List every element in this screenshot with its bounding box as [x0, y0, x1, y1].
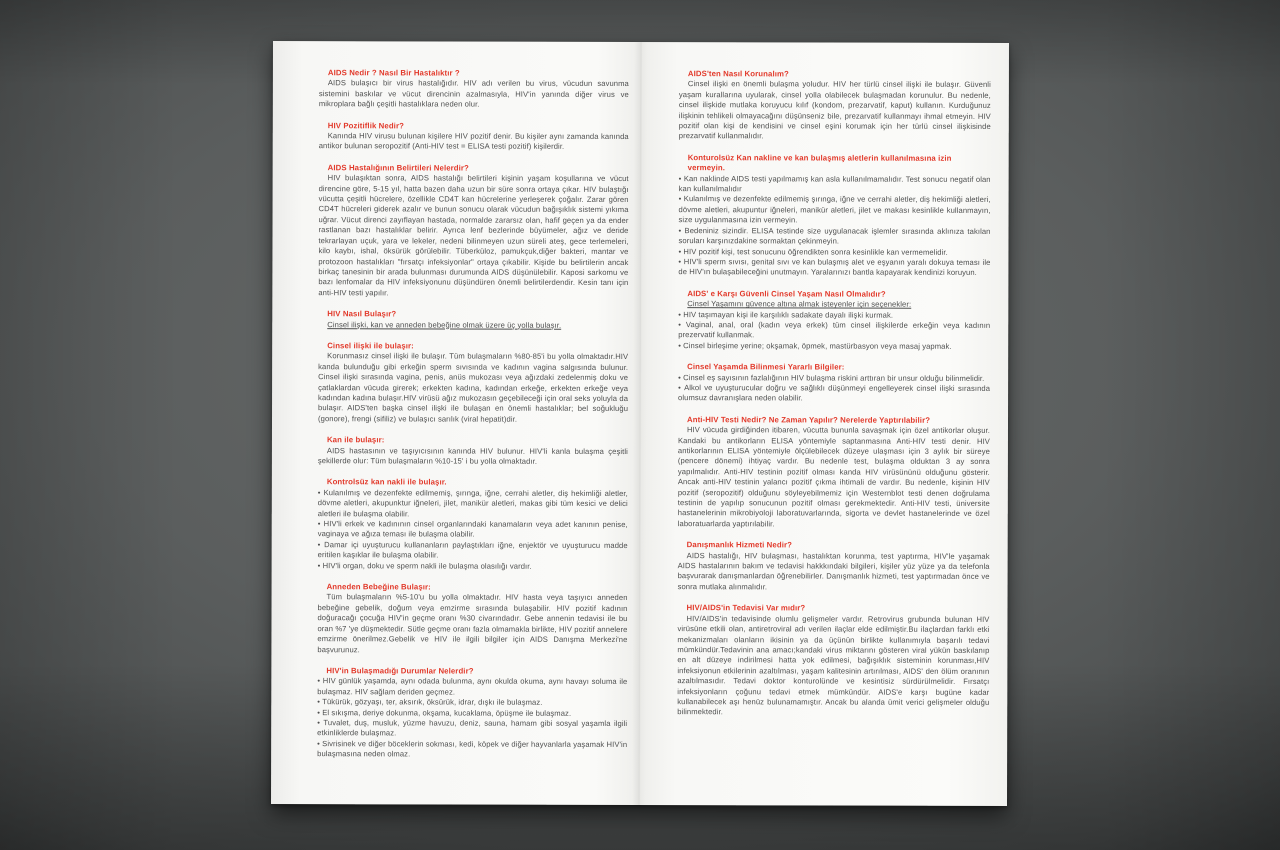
bullet-item: • Kan naklinde AIDS testi yapılmamış kan asla kullanılmamalıdır. Test sonucu negatif olan kan kullanılmalıdır	[679, 174, 991, 196]
bullet-item: • Tuvalet, duş, musluk, yüzme havuzu, deniz, sauna, hamam gibi sosyal yaşamla ilgili etkinliklerde bulaşmaz.	[317, 718, 627, 740]
bullet-item: • Alkol ve uyuşturucular doğru ve sağlıklı düşünmeyi engelleyerek cinsel ilişki sırasında olumsuz davranışlara neden olabilir.	[678, 383, 990, 405]
bullet-item: • Sivrisinek ve diğer böceklerin sokması, kedi, köpek ve diğer hayvanlarla yaşamak HIV'in bulaşmasına neden olmaz.	[317, 739, 627, 761]
brochure-paper	[271, 41, 1009, 806]
section-heading: Kan ile bulaşır:	[326, 435, 385, 445]
bullet-item: • HIV'li organ, doku ve sperm nakli ile bulaşma olasılığı vardır.	[318, 561, 628, 572]
paragraph: AIDS bulaşıcı bir virus hastalığıdır. HIV adı verilen bu virus, vücudun savunma sistemini baskılar ve vücut direncinin azalmasıyla, HIV'in yanında diğer virus ve mikroplara bağlı çeşitli hastalıklara neden olur.	[318, 78, 629, 109]
bullet-item: • HIV'li sperm sıvısı, genital sıvı ve kan bulaşmış alet ve eşyanın yaralı dokuya teması ile de HIV'ın bulaşabileceğini unutmayın. Yaralarınızı bantla kapayarak kendinizi koruyun.	[678, 257, 990, 279]
section-heading: AIDS' e Karşı Güvenli Cinsel Yaşam Nasıl Olmalıdır?	[687, 288, 886, 299]
underlined-note: Cinsel ilişki, kan ve anneden bebeğine olmak üzere üç yolla bulaşır.	[327, 319, 562, 330]
bullet-item: • HIV'li erkek ve kadınının cinsel organlarındaki kanamaların veya adet kanının penise, vaginaya ve ağıza teması ile bulaşma olabilir.	[318, 519, 628, 541]
bullet-item: • HIV taşımayan kişi ile karşılıklı sadakate dayalı ilişki kurmak.	[678, 310, 990, 321]
bullet-item: • Kulanılmış ve dezenfekte edilmemiş şırınga, iğne ve cerrahi aletler, diş hekimliği aletleri, dövme aletleri, akupuntur iğneleri, manikür aletleri, jilet ve makası kesinlikle kullanmayın, size uygulanmasına izin vermeyin.	[679, 195, 991, 227]
paragraph: HIV/AIDS'in tedavisinde olumlu gelişmeler vardır. Retrovirus grubunda bulunan HIV virüsüne etkili olan, antiretroviral adı verilen ilaçlar elde edilmiştir.Bu ilaçlardan farklı etki mekanizmaları olanların ikisinin ya da üçünün birlikte kullanımıyla başarılı tedavi mümkündür.Tedavinin ana amacı;kandaki virus miktarını gösteren viral yükün baskılanıp en alt düzeye indirilmesi hatta yok edilmesi, bağışıklık sisteminin korunması,HIV infeksiyonun etkilerinin azaltılması, yaşam kalitesinin artırılması, AIDS' den ölüm oranının azaltılmasıdır. Tedavi doktor konturolünde ve kesintisiz sürdürülmelidir. Fırsatçı infeksiyonların çoğunu tedavi etmek mümkündür. AIDS'e karşı bugüne kadar kullanabilecek aşı henüz bulunamamıştır. Ancak bu alanda ümit verici gelişmeler olduğu bilinmektedir.	[677, 613, 990, 717]
section-heading: Cinsel Yaşamda Bilinmesi Yararlı Bilgiler:	[687, 362, 845, 372]
paragraph: Kanında HIV virusu bulunan kişilere HIV pozitif denir. Bu kişiler aynı zamanda kanında antikor bulunan seropozitif (Anti-HIV test = ELISA testi pozitif) kişilerdir.	[318, 131, 629, 152]
section-heading: Konturolsüz Kan nakline ve kan bulaşmış aletlerin kullanılmasına izin vermeyin.	[687, 152, 952, 173]
page-left	[271, 41, 641, 805]
section-heading: Kontrolsüz kan nakli ile bulaşır.	[326, 477, 447, 487]
section-heading: HIV Nasıl Bulaşır?	[327, 309, 397, 319]
section-heading: Cinsel ilişki ile bulaşır:	[327, 341, 414, 351]
bullet-item: • Bedeniniz sizindir. ELISA testinde size uygulanacak işlemler sırasında aklınıza takılan soruları karşınızdakine sormaktan çekinmeyin.	[678, 226, 990, 248]
bullet-item: • Vaginal, anal, oral (kadın veya erkek) tüm cinsel ilişkilerde erkeğin veya kadının prezervatif kullanmak.	[678, 320, 990, 342]
paragraph: HIV vücuda girdiğinden itibaren, vücutta bununla savaşmak için özel antikorlar oluşur. Kandaki bu antikorların ELISA yöntemiyle saptanmasına Anti-HIV testi denir. HIV antikorlarının ELISA yöntemiyle ölçülebilecek düzeye ulaşması için 3 aylık bir süreye (pencere dönemi) ihtiyaç vardır. Bu nedenle test, bulaşma olduktan 3 ay sonra yapılmalıdır. Anti-HIV testinin pozitif olması kanda HIV virüsününü olduğunu gösterir. Ancak anti-HIV testinin yalancı pozitif çıkma ihtimali de vardır. Bu nedenle, kişinin HIV pozitif (seropozitif) olduğunu söyleyebilmemiz için Westernblot testi denen doğrulama testinin de yapılıp sonucunun pozitif olması gerekmektedir. Anti-HIV testi, üniversite hastanelerinin mikrobiyoloji laboratuvarlarında, sigorta ve devlet hastanelerinde ve özel laboratuarlarda yaptırılabilir.	[677, 425, 990, 529]
section-heading: HIV/AIDS'in Tedavisi Var mıdır?	[686, 603, 806, 613]
bullet-item: • HIV günlük yaşamda, aynı odada bulunma, aynı okulda okuma, aynı havayı soluma ile bulaşmaz. HIV sağlam deriden geçmez.	[317, 676, 627, 698]
paragraph: AIDS hastasının ve taşıyıcısının kanında HIV bulunur. HIV'li kanla bulaşma çeşitli şekillerde olur: Tüm bulaşmaların %10-15' i bu yolla olmaktadır.	[317, 445, 628, 466]
paragraph: HIV bulaşıktan sonra, AIDS hastalığı belirtileri kişinin yaşam koşullarına ve vücut direncine göre, 5-15 yıl, hatta bazen daha uzun bir süre sonra ortaya çıkar. HIV bulaştığı vücutta çeşitli hücrelere, özellikle CD4T kan hücrelerine yerleşerek çoğalır. Zarar gören CD4T hücreleri giderek azalır ve bunun sonucu olarak vücudun bağışıklık sistemi yıkıma uğrar. Vücut direnci zayıflayan hastada, normalde zararsız olan, hafif geçen ya da ender rastlanan bazı hastalıklar belirir. Ayrıca lenf bezlerinde büyümeler, ağız ve deride tekrarlayan uçuk, yara ve lekeler, nedeni bilinmeyen uzun süreli ateş, gece terlemeleri, kilo kaybı, ishal, öksürük görülebilir. Tüberküloz, pamukçuk,diğer bakteri, mantar ve protozoon hastalıkları "fırsatçı infeksiyonlar" ortaya çıkabilir. Kişide bu belirtilerin ancak birkaç tanesinin bir arada bulunması durumunda AIDS düşünülebilir. Kaposi sarkomu ve bazı lenfomalar da HIV infeksiyonunu düşündüren önemli belirtilerdendir. Kesin tanı için anti-HIV testi yapılır.	[318, 173, 629, 298]
section-heading: AIDS'ten Nasıl Korunalım?	[687, 69, 789, 79]
section-heading: AIDS Hastalığının Belirtileri Nelerdir?	[327, 163, 469, 173]
bullet-item: • Kulanılmış ve dezenfekte edilmemiş, şırınga, iğne, cerrahi aletler, diş hekimliği aletler, dövme aletleri, akupunktur iğneleri, jilet, manikür aletleri, makas gibi tüm kesici ve delici aletleri ile bulaşma olabilir.	[318, 488, 628, 520]
section-heading: AIDS Nedir ? Nasıl Bir Hastalıktır ?	[327, 68, 460, 78]
bullet-item: • Cinsel eş sayısının fazlalığının HIV bulaşma riskini arttıran bir unsur olduğu bilinmelidir.	[678, 373, 990, 384]
paragraph: AIDS hastalığı, HIV bulaşması, hastalıktan korunma, test yaptırma, HIV'le yaşamak AIDS hastalarının bakım ve tedavisi hakkkındaki bilgileri, kişiler yüz yüze ya da telefonla başvurarak danışmanlardan öğrenebilirler. Danışmanlık hizmeti, test yaptırmadan önce ve sonra mutlaka alınmalıdır.	[677, 550, 990, 592]
underlined-note: Cinsel Yaşamını güvence altına almak isteyenler için seçenekler:	[687, 299, 912, 309]
section-heading: HIV'in Bulaşmadığı Durumlar Nelerdir?	[326, 666, 474, 676]
paragraph: Cinsel ilişki en önemli bulaşma yoludur. HIV her türlü cinsel ilişki ile bulaşır. Güvenli yaşam kurallarına uyularak, cinsel yolla olabilecek bulaşmadan korunulur. Bu nedenle, cinsel ilişkide mutlaka koruyucu kılıf (kondom, prezarvatif, kaput) kullanın. Kurduğunuz ilişkinin tehlikeli olmayacağını düşünseniz bile, prezarvatif kullanmayı ihmal etmeyin. HIV pozitif olan kişi de kendisini ve cinsel eşini korumak için her türlü cinsel ilişkisinde prezarvatif kullanmalıdır.	[678, 79, 991, 141]
section-heading: Danışmanlık Hizmeti Nedir?	[686, 540, 792, 550]
bullet-item: • Cinsel birleşime yerine; okşamak, öpmek, mastürbasyon veya masaj yapmak.	[678, 341, 990, 352]
section-heading: HIV Pozitiflik Nedir?	[327, 120, 404, 131]
page-right	[639, 42, 1009, 806]
paragraph: Korunmasız cinsel ilişki ile bulaşır. Tüm bulaşmaların %80-85'i bu yolla olmaktadır.HIV kanda bulunduğu gibi erkeğin sperm sıvısında ve kadının vagina salgısında bulunur. Cinsel ilişki sırasında vagina, penis, anüs mukozası veya ağızdaki zedelenmiş doku ve çatlaklardan vücuda girerek; erkekten kadına, kadından erkeğe, erkekten erkeğe veya kadından kadına bulaşır.HIV virüsü ağız mukozasın geçebileceği için oral seks yoluyla da bulaşır. AIDS'ten başka cinsel ilişki ile bulaşan en önemli hastalıklar; bel soğukluğu (gonore), frengi (sifiliz) ve bulaşıcı sarılık (viral hepatit)dir.	[318, 351, 629, 424]
paragraph: Tüm bulaşmaların %5-10'u bu yolla olmaktadır. HIV hasta veya taşıyıcı anneden bebeğine gebelik, doğum veya emzirme sırasında bulaşabilir. HIV pozitif kadının doğuracağı çocuğa HIV'in geçme oranı %30 civarındadır. Gebe annenin tedavisi ile bu oran %7 'ye düşmektedir. Sütle geçme oranı fazla olmamakla birlikte, HIV pozitif annelere emzirme önerilmez.Gebelik ve HIV ile ilgili bilgiler için AIDS Danışma Merkezi'ne başvurunuz.	[317, 592, 628, 654]
bullet-item: • El sıkışma, deriye dokunma, okşama, kucaklama, öpüşme ile bulaşmaz.	[317, 708, 627, 719]
section-heading: Anneden Bebeğine Bulaşır:	[326, 582, 431, 592]
section-heading: Anti-HIV Testi Nedir? Ne Zaman Yapılır? Nerelerde Yaptırılabilir?	[686, 414, 931, 425]
bullet-item: • Tükürük, gözyaşı, ter, aksırık, öksürük, idrar, dışkı ile bulaşmaz.	[317, 697, 627, 708]
bullet-item: • Damar içi uyuşturucu kullananların paylaştıkları iğne, enjektör ve uyuşturucu madde eritilen kaşıklar ile bulaşma olabilir.	[318, 540, 628, 562]
bullet-item: • HIV pozitif kişi, test sonucunu öğrendikten sonra kesinlikle kan vermemelidir.	[678, 247, 990, 258]
